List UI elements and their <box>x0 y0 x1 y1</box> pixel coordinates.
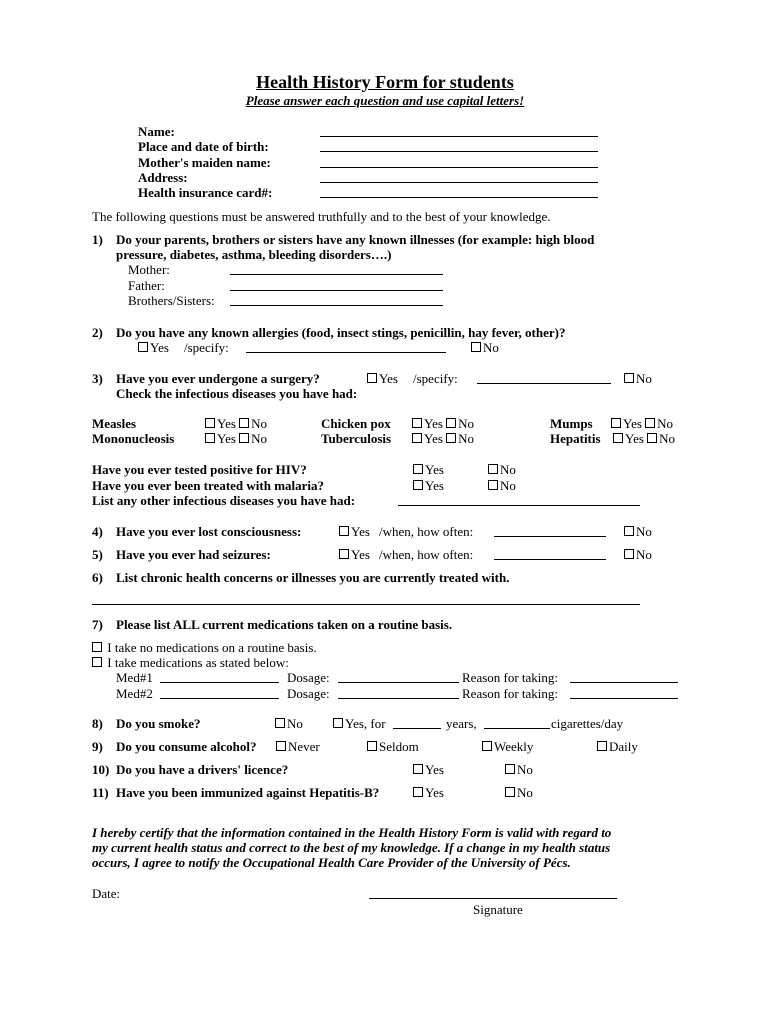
q4-number: 4) <box>92 524 103 539</box>
checkbox-icon[interactable] <box>413 480 423 490</box>
checkbox-icon[interactable] <box>446 433 456 443</box>
med1-field[interactable] <box>160 682 279 683</box>
checkbox-icon[interactable] <box>205 433 215 443</box>
q5-number: 5) <box>92 547 103 562</box>
date-label: Date: <box>92 886 121 901</box>
checkbox-icon[interactable] <box>482 741 492 751</box>
father-label: Father: <box>128 278 165 293</box>
checkbox-icon[interactable] <box>624 526 634 536</box>
checkbox-icon[interactable] <box>488 480 498 490</box>
q5-text: Have you ever had seizures: <box>116 547 271 562</box>
q7-meds-option[interactable]: I take medications as stated below: <box>92 655 289 670</box>
q2-yes-option[interactable]: Yes <box>138 340 169 355</box>
mother-maiden-label: Mother's maiden name: <box>138 155 271 170</box>
q8-years-field[interactable] <box>393 728 441 729</box>
q7-number: 7) <box>92 617 103 632</box>
hepatitis-label: Hepatitis <box>550 431 601 446</box>
q7-no-meds-option[interactable]: I take no medications on a routine basis. <box>92 640 317 655</box>
q2-no-option[interactable]: No <box>471 340 499 355</box>
mononucleosis-label: Mononucleosis <box>92 431 175 446</box>
father-field[interactable] <box>230 290 443 291</box>
malaria-yes-option[interactable]: Yes <box>413 478 444 493</box>
checkbox-icon[interactable] <box>505 787 515 797</box>
page-title: Health History Form for students <box>256 72 514 92</box>
checkbox-icon[interactable] <box>413 787 423 797</box>
q3-yes-option[interactable]: Yes <box>367 371 398 386</box>
chickenpox-options[interactable]: Yes No <box>412 416 474 431</box>
checkbox-icon[interactable] <box>239 418 249 428</box>
name-field[interactable] <box>320 136 598 137</box>
checkbox-icon[interactable] <box>488 464 498 474</box>
q10-no-option[interactable]: No <box>505 762 533 777</box>
q3-number: 3) <box>92 371 103 386</box>
checkbox-icon[interactable] <box>367 741 377 751</box>
mumps-label: Mumps <box>550 416 593 431</box>
q11-yes-option[interactable]: Yes <box>413 785 444 800</box>
checkbox-icon[interactable] <box>333 718 343 728</box>
mother-label: Mother: <box>128 262 170 277</box>
q4-when-field[interactable] <box>494 536 606 537</box>
checkbox-icon[interactable] <box>446 418 456 428</box>
med2-dosage-label: Dosage: <box>287 686 330 701</box>
q1-text-cont: pressure, diabetes, asthma, bleeding disorders….) <box>116 247 392 262</box>
certify-line-3: occurs, I agree to notify the Occupational Health Care Provider of the University of Pécs. <box>92 855 571 870</box>
q8-text: Do you smoke? <box>116 716 201 731</box>
signature-field[interactable] <box>369 898 617 899</box>
checkbox-icon[interactable] <box>624 549 634 559</box>
q7-text: Please list ALL current medications taken on a routine basis. <box>116 617 453 632</box>
checkbox-icon[interactable] <box>647 433 657 443</box>
checkbox-icon[interactable] <box>471 342 481 352</box>
hepatitis-options[interactable]: Yes No <box>613 431 675 446</box>
checkbox-icon[interactable] <box>92 657 102 667</box>
q2-specify-field[interactable] <box>246 352 446 353</box>
q8-number: 8) <box>92 716 103 731</box>
q4-text: Have you ever lost consciousness: <box>116 524 302 539</box>
name-label: Name: <box>138 124 175 139</box>
med2-reason-label: Reason for taking: <box>462 686 559 701</box>
checkbox-icon[interactable] <box>597 741 607 751</box>
q8-yes-option[interactable]: Yes, for <box>333 716 386 731</box>
birth-label: Place and date of birth: <box>138 139 269 154</box>
q9-seldom-option[interactable]: Seldom <box>367 739 419 754</box>
checkbox-icon[interactable] <box>138 342 148 352</box>
q5-when-label: /when, how often: <box>379 547 474 562</box>
q3-subheading: Check the infectious diseases you have had: <box>116 386 358 401</box>
q8-cigs-field[interactable] <box>484 728 550 729</box>
measles-options[interactable]: Yes No <box>205 416 267 431</box>
checkbox-icon[interactable] <box>413 464 423 474</box>
q10-number: 10) <box>92 762 110 777</box>
q8-cigs-label: cigarettes/day <box>551 716 624 731</box>
checkbox-icon[interactable] <box>339 526 349 536</box>
q1-text: Do your parents, brothers or sisters have any known illnesses (for example: high blood <box>116 232 595 247</box>
measles-label: Measles <box>92 416 137 431</box>
med1-dosage-label: Dosage: <box>287 670 330 685</box>
med1-reason-label: Reason for taking: <box>462 670 559 685</box>
q3-specify-label: /specify: <box>413 371 458 386</box>
tuberculosis-options[interactable]: Yes No <box>412 431 474 446</box>
malaria-no-option[interactable]: No <box>488 478 516 493</box>
q2-number: 2) <box>92 325 103 340</box>
certify-line-2: my current health status and correct to the best of my knowledge. If a change in my health status <box>92 840 611 855</box>
q5-yes-option[interactable]: Yes <box>339 547 370 562</box>
address-field[interactable] <box>320 182 598 183</box>
q9-number: 9) <box>92 739 103 754</box>
other-diseases-label: List any other infectious diseases you have had: <box>92 493 356 508</box>
checkbox-icon[interactable] <box>412 418 422 428</box>
q6-answer-field[interactable] <box>92 604 640 605</box>
q11-number: 11) <box>92 785 109 800</box>
siblings-field[interactable] <box>230 305 443 306</box>
q11-text: Have you been immunized against Hepatitis-B? <box>116 785 380 800</box>
chickenpox-label: Chicken pox <box>321 416 391 431</box>
med2-reason-field[interactable] <box>570 698 678 699</box>
checkbox-icon[interactable] <box>92 642 102 652</box>
med1-label: Med#1 <box>116 670 153 685</box>
hiv-question: Have you ever tested positive for HIV? <box>92 462 307 477</box>
q2-specify-label: /specify: <box>184 340 229 355</box>
q4-no-option[interactable]: No <box>624 524 652 539</box>
mononucleosis-options[interactable]: Yes No <box>205 431 267 446</box>
address-label: Address: <box>138 170 188 185</box>
q8-years-label: years, <box>446 716 477 731</box>
mumps-options[interactable]: Yes No <box>611 416 673 431</box>
checkbox-icon[interactable] <box>412 433 422 443</box>
med1-reason-field[interactable] <box>570 682 678 683</box>
insurance-field[interactable] <box>320 197 598 198</box>
malaria-question: Have you ever been treated with malaria? <box>92 478 325 493</box>
intro-text: The following questions must be answered truthfully and to the best of your knowledge. <box>92 209 551 224</box>
checkbox-icon[interactable] <box>611 418 621 428</box>
q9-never-option[interactable]: Never <box>276 739 320 754</box>
checkbox-icon[interactable] <box>367 373 377 383</box>
q1-number: 1) <box>92 232 103 247</box>
q3-no-option[interactable]: No <box>624 371 652 386</box>
other-diseases-field[interactable] <box>398 505 640 506</box>
insurance-label: Health insurance card#: <box>138 185 273 200</box>
checkbox-icon[interactable] <box>239 433 249 443</box>
q9-daily-option[interactable]: Daily <box>597 739 638 754</box>
mother-field[interactable] <box>230 274 443 275</box>
checkbox-icon[interactable] <box>413 764 423 774</box>
checkbox-icon[interactable] <box>205 418 215 428</box>
q6-number: 6) <box>92 570 103 585</box>
q2-text: Do you have any known allergies (food, insect stings, penicillin, hay fever, other)? <box>116 325 566 340</box>
q3-text: Have you ever undergone a surgery? <box>116 371 320 386</box>
hiv-no-option[interactable]: No <box>488 462 516 477</box>
checkbox-icon[interactable] <box>275 718 285 728</box>
page-subtitle: Please answer each question and use capital letters! <box>245 93 525 108</box>
tuberculosis-label: Tuberculosis <box>321 431 392 446</box>
q6-text: List chronic health concerns or illnesses you are currently treated with. <box>116 570 510 585</box>
q10-text: Do you have a drivers' licence? <box>116 762 289 777</box>
mother-maiden-field[interactable] <box>320 167 598 168</box>
checkbox-icon[interactable] <box>624 373 634 383</box>
q10-yes-option[interactable]: Yes <box>413 762 444 777</box>
med2-dosage-field[interactable] <box>338 698 459 699</box>
checkbox-icon[interactable] <box>645 418 655 428</box>
q9-weekly-option[interactable]: Weekly <box>482 739 533 754</box>
checkbox-icon[interactable] <box>276 741 286 751</box>
q5-when-field[interactable] <box>494 559 606 560</box>
q5-no-option[interactable]: No <box>624 547 652 562</box>
med2-field[interactable] <box>160 698 279 699</box>
certify-line-1: I hereby certify that the information contained in the Health History Form is valid with regard to <box>92 825 612 840</box>
siblings-label: Brothers/Sisters: <box>128 293 215 308</box>
hiv-yes-option[interactable]: Yes <box>413 462 444 477</box>
checkbox-icon[interactable] <box>613 433 623 443</box>
checkbox-icon[interactable] <box>339 549 349 559</box>
med1-dosage-field[interactable] <box>338 682 459 683</box>
med2-label: Med#2 <box>116 686 153 701</box>
q4-when-label: /when, how often: <box>379 524 474 539</box>
birth-field[interactable] <box>320 151 598 152</box>
checkbox-icon[interactable] <box>505 764 515 774</box>
q8-no-option[interactable]: No <box>275 716 303 731</box>
q9-text: Do you consume alcohol? <box>116 739 257 754</box>
signature-label: Signature <box>473 902 523 917</box>
q11-no-option[interactable]: No <box>505 785 533 800</box>
q3-specify-field[interactable] <box>477 383 611 384</box>
q4-yes-option[interactable]: Yes <box>339 524 370 539</box>
